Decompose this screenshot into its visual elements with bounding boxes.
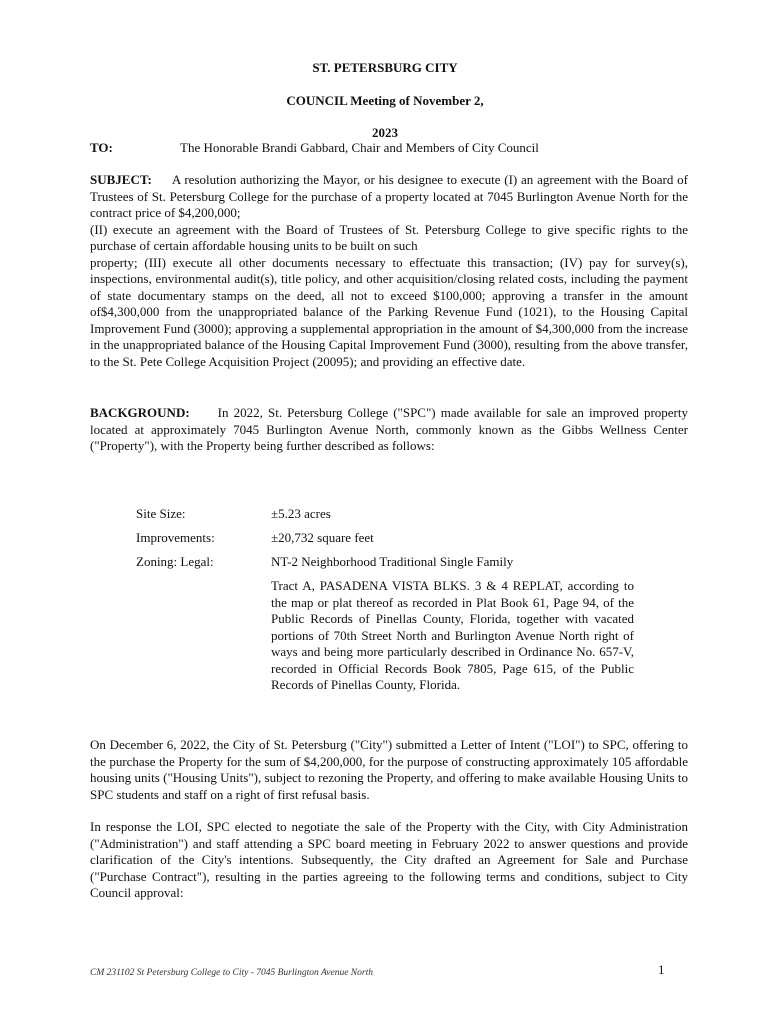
subject-paragraph-3: property; (III) execute all other documents necessary to effectuate this transaction; (IV) pay for survey(s), inspections, environmental audit(s), title policy, and other acquisition/closing related costs, including the payment of state documentary stamps on the deed, all not to exceed $100,000; approving a transfer in the amount of$4,300,000 from the unappropriated balance of the Parking Revenue Fund (1021), to the Housing Capital Improvement Fund (3000); approving a supplemental appropriation in the amount of $4,300,000 from the increase in the unappropriated balance of the Housing Capital Improvement Fund (3000), resulting from the above transfer, to the St. Pete College Acquisition Project (20095); and providing an effective date.: [90, 254, 688, 369]
site-size-value: ±5.23 acres: [271, 506, 331, 521]
site-size-label: Site Size:: [136, 506, 186, 521]
to-label: TO:: [90, 140, 113, 155]
improvements-value: ±20,732 square feet: [271, 530, 374, 545]
subject-section: [90, 172, 688, 370]
zoning-legal-label: Zoning: Legal:: [136, 554, 214, 569]
title-line-2: COUNCIL Meeting of November 2,: [286, 93, 484, 108]
background-section: [90, 405, 688, 455]
footer-document-id: CM 231102 St Petersburg College to City - 7045 Burlington Avenue North: [90, 968, 373, 978]
response-paragraph: In response the LOI, SPC elected to negotiate the sale of the Property with the City, with City Administration ("Administration") and staff attending a SPC board meeting in February 2022 to answer questions and provide clarification of the City's intentions. Subsequently, the City drafted an Agreement for Sale and Purchase ("Purchase Contract"), resulting in the parties agreeing to the following terms and conditions, subject to City Council approval:: [90, 819, 688, 900]
legal-description: Tract A, PASADENA VISTA BLKS. 3 & 4 REPLAT, according to the map or plat thereof as recorded in Plat Book 61, Page 94, of the Public Records of Pinellas County, Florida, together with vacated portions of 70th Street North and Burlington Avenue North right of ways and being more particularly described in Ordinance No. 657-V, recorded in Official Records Book 7805, Page 615, of the Public Records of Pinellas County, Florida.: [271, 578, 634, 692]
to-recipient: The Honorable Brandi Gabbard, Chair and Members of City Council: [180, 140, 539, 155]
background-label: BACKGROUND:: [90, 405, 190, 420]
title-line-1: ST. PETERSBURG CITY: [312, 60, 458, 75]
title-line-3: 2023: [372, 125, 398, 140]
page-number: 1: [658, 962, 665, 977]
subject-text-1: A resolution authorizing the Mayor, or his designee to execute (I) an agreement with the Board of Trustees of St. Petersburg College for the purchase of a property located at 7045 Burlington Avenue North for the contract price of $4,200,000;: [90, 172, 688, 220]
loi-paragraph: On December 6, 2022, the City of St. Petersburg ("City") submitted a Letter of Intent ("LOI") to SPC, offering to the purchase the Property for the sum of $4,200,000, for the purpose of constructing approximately 105 affordable housing units ("Housing Units"), subject to rezoning the Property, and offering to make available Housing Units to SPC students and staff on a right of first refusal basis.: [90, 737, 688, 802]
zoning-value: NT-2 Neighborhood Traditional Single Family: [271, 554, 514, 569]
subject-paragraph-2: (II) execute an agreement with the Board of Trustees of St. Petersburg College to give specific rights to the purchase of certain affordable housing units to be built on such: [90, 221, 688, 253]
subject-label: SUBJECT:: [90, 172, 152, 187]
background-text: In 2022, St. Petersburg College ("SPC") made available for sale an improved property located at approximately 7045 Burlington Avenue North, commonly known as the Gibbs Wellness Center ("Property"), with the Property being further described as follows:: [90, 405, 688, 453]
background-paragraph: [90, 405, 688, 455]
improvements-label: Improvements:: [136, 530, 215, 545]
subject-paragraph-1: [90, 172, 688, 222]
